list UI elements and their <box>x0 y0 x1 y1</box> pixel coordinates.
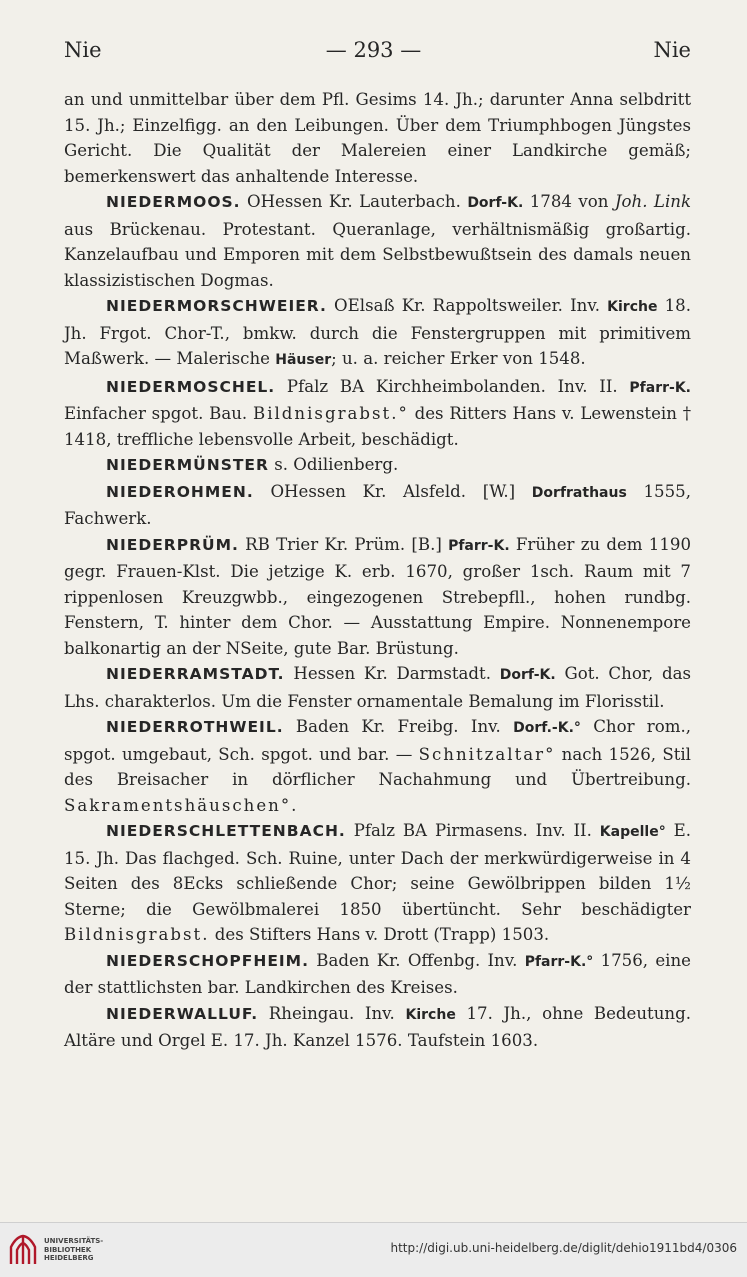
entry-label: Dorf.-K.° <box>513 720 581 736</box>
page-number: — 293 — <box>325 38 422 62</box>
entry-label: Pfarr-K.° <box>524 953 594 970</box>
entry-text: nach 1526, Stil des Breisacher in dörflicher Nachahmung und Übertreibung. <box>64 744 691 789</box>
entry-keyword: NIEDERSCHLETTENBACH. <box>106 822 346 840</box>
entry-text: 1784 von <box>523 192 615 211</box>
entry-paragraph <box>64 374 691 453</box>
source-url-link[interactable]: http://digi.ub.uni-heidelberg.de/diglit/dehio1911bd4/0306 <box>390 1241 737 1255</box>
entry-text: des Stifters Hans v. Drott (Trapp) 1503. <box>209 925 550 944</box>
entry-paragraph <box>64 532 691 662</box>
entry-text: Hessen Kr. Darmstadt. <box>284 664 500 683</box>
entry-text: ; u. a. reicher Erker von 1548. <box>331 349 586 368</box>
entry-text: 1756, eine der stattlichsten bar. Landkirchen des Kreises. <box>64 950 691 997</box>
entry-keyword: NIEDERPRÜM. <box>106 535 239 554</box>
entry-paragraph <box>64 661 691 714</box>
entry-text: OElsaß Kr. Rappoltsweiler. Inv. <box>326 296 608 315</box>
entry-paragraph <box>64 452 691 479</box>
entry-text: des Ritters Hans v. Lewenstein † 1418, treffliche lebensvolle Arbeit, beschädigt. <box>64 404 691 449</box>
entry-keyword: NIEDERROTHWEIL. <box>106 718 284 736</box>
entry-text: Sakramentshäuschen° <box>64 795 292 815</box>
body-text <box>64 87 691 1054</box>
entry-text: Baden Kr. Offenbg. Inv. <box>309 950 525 970</box>
entry-text: Schnitzaltar° <box>418 744 556 764</box>
entry-text: s. Odilienberg. <box>268 455 399 474</box>
footer-bar <box>0 1222 747 1277</box>
entry-text: Rheingau. Inv. <box>258 1003 406 1023</box>
entry-paragraph <box>64 293 691 374</box>
entry-keyword: NIEDERWALLUF. <box>106 1004 259 1023</box>
library-name <box>44 1237 103 1263</box>
heidelberg-library-logo-icon <box>8 1233 38 1267</box>
entry-text: aus Brückenau. Protestant. Queranlage, verhältnismäßig großartig. Kanzelaufbau und Emporen mit dem Selbstbewußtsein des damals neuen klassizistischen Dogmas. <box>64 219 691 290</box>
entry-label: Pfarr-K. <box>448 537 510 554</box>
library-name-line: BIBLIOTHEK <box>44 1245 92 1254</box>
entry-text: 18. Jh. Frgot. Chor-T., bmkw. durch die Fenstergruppen mit primitivem Maßwerk. — Malerische <box>64 296 691 368</box>
entry-text: Bildnisgrabst. <box>64 925 210 944</box>
entry-text: Pfalz BA Kirchheimbolanden. Inv. II. <box>275 376 630 396</box>
entry-paragraph <box>64 818 691 948</box>
entry-label: Dorfrathaus <box>531 484 627 501</box>
entry-text: Baden Kr. Freibg. Inv. <box>283 717 514 736</box>
entry-text: Bildnisgrabst.° <box>253 404 409 423</box>
library-name-line: HEIDELBERG <box>44 1254 94 1262</box>
entry-keyword: NIEDERMOOS. <box>106 193 241 211</box>
entry-text: OHessen Kr. Lauterbach. <box>240 192 468 211</box>
entry-text: RB Trier Kr. Prüm. [B.] <box>238 534 449 554</box>
entry-label: Dorf-K. <box>467 195 524 211</box>
page-header <box>0 38 747 74</box>
entry-text: 17. Jh., ohne Bedeutung. Altäre und Orgel E. 17. Jh. Kanzel 1576. Taufstein 1603. <box>64 1003 692 1050</box>
entry-keyword: NIEDEROHMEN. <box>106 482 254 501</box>
library-name-line: UNIVERSITÄTS- <box>44 1237 104 1245</box>
entry-keyword: NIEDERMORSCHWEIER. <box>106 297 327 315</box>
entry-text: . <box>291 795 297 815</box>
header-right: Nie <box>653 38 691 62</box>
entry-paragraph <box>64 948 691 1001</box>
entry-paragraph <box>64 479 691 532</box>
entry-keyword: NIEDERSCHOPFHEIM. <box>106 951 309 970</box>
entry-text: Früher zu dem 1190 gegr. Frauen-Klst. Die jetzige K. erb. 1670, großer 1sch. Raum mit 7 rippenlosen Kreuzgwbb., eingezogenen Strebepfll., hohen rundbg. Fenstern, T. hinter dem Chor. — Ausstattung Empire. Nonnenempore balkonartig an der NSeite, gute Bar. Brüstung. <box>64 534 691 658</box>
entry-text: OHessen Kr. Alsfeld. [W.] <box>253 481 532 501</box>
entry-paragraph <box>64 1001 691 1054</box>
entry-label: Dorf-K. <box>499 667 556 683</box>
entry-label: Häuser <box>275 352 332 368</box>
entry-text: Pfalz BA Pirmasens. Inv. II. <box>345 821 600 840</box>
entry-keyword: NIEDERRAMSTADT. <box>106 665 285 683</box>
entry-label: Kirche <box>405 1006 456 1023</box>
entry-label: Pfarr-K. <box>629 379 691 396</box>
entry-label: Kirche <box>607 299 658 315</box>
entry-keyword: NIEDERMÜNSTER <box>106 456 269 474</box>
continuation-paragraph <box>64 87 691 189</box>
entry-text: 1555, Fachwerk. <box>64 481 691 528</box>
entry-text: Joh. Link <box>614 192 692 211</box>
entry-text: an und unmittelbar über dem Pfl. Gesims 14. Jh.; darunter Anna selbdritt 15. Jh.; Einzelfigg. an den Leibungen. Über dem Triumphbogen Jüngstes Gericht. Die Qualität der Malereien einer Landkirche gemäß; bemerkenswert das anhaltende Interesse. <box>64 90 691 186</box>
entry-text: Chor rom., spgot. umgebaut, Sch. spgot. und bar. — <box>64 717 692 764</box>
entry-text: Got. Chor, das Lhs. charakterlos. Um die Fenster ornamentale Bemalung im Florisstil. <box>64 664 691 711</box>
entry-label: Kapelle° <box>599 824 666 840</box>
entry-text: Einfacher spgot. Bau. <box>64 404 253 423</box>
entry-text: E. 15. Jh. Das flachged. Sch. Ruine, unter Dach der merkwürdigerweise in 4 Seiten des 8Ecks schließende Chor; seine Gewölbrippen bilden 1½ Sterne; die Gewölbmalerei 1850 übertüncht. Sehr beschädigter <box>64 821 691 919</box>
entry-paragraph <box>64 714 691 818</box>
header-left: Nie <box>64 38 102 62</box>
entry-paragraph <box>64 189 691 293</box>
entry-keyword: NIEDERMOSCHEL. <box>106 377 276 396</box>
